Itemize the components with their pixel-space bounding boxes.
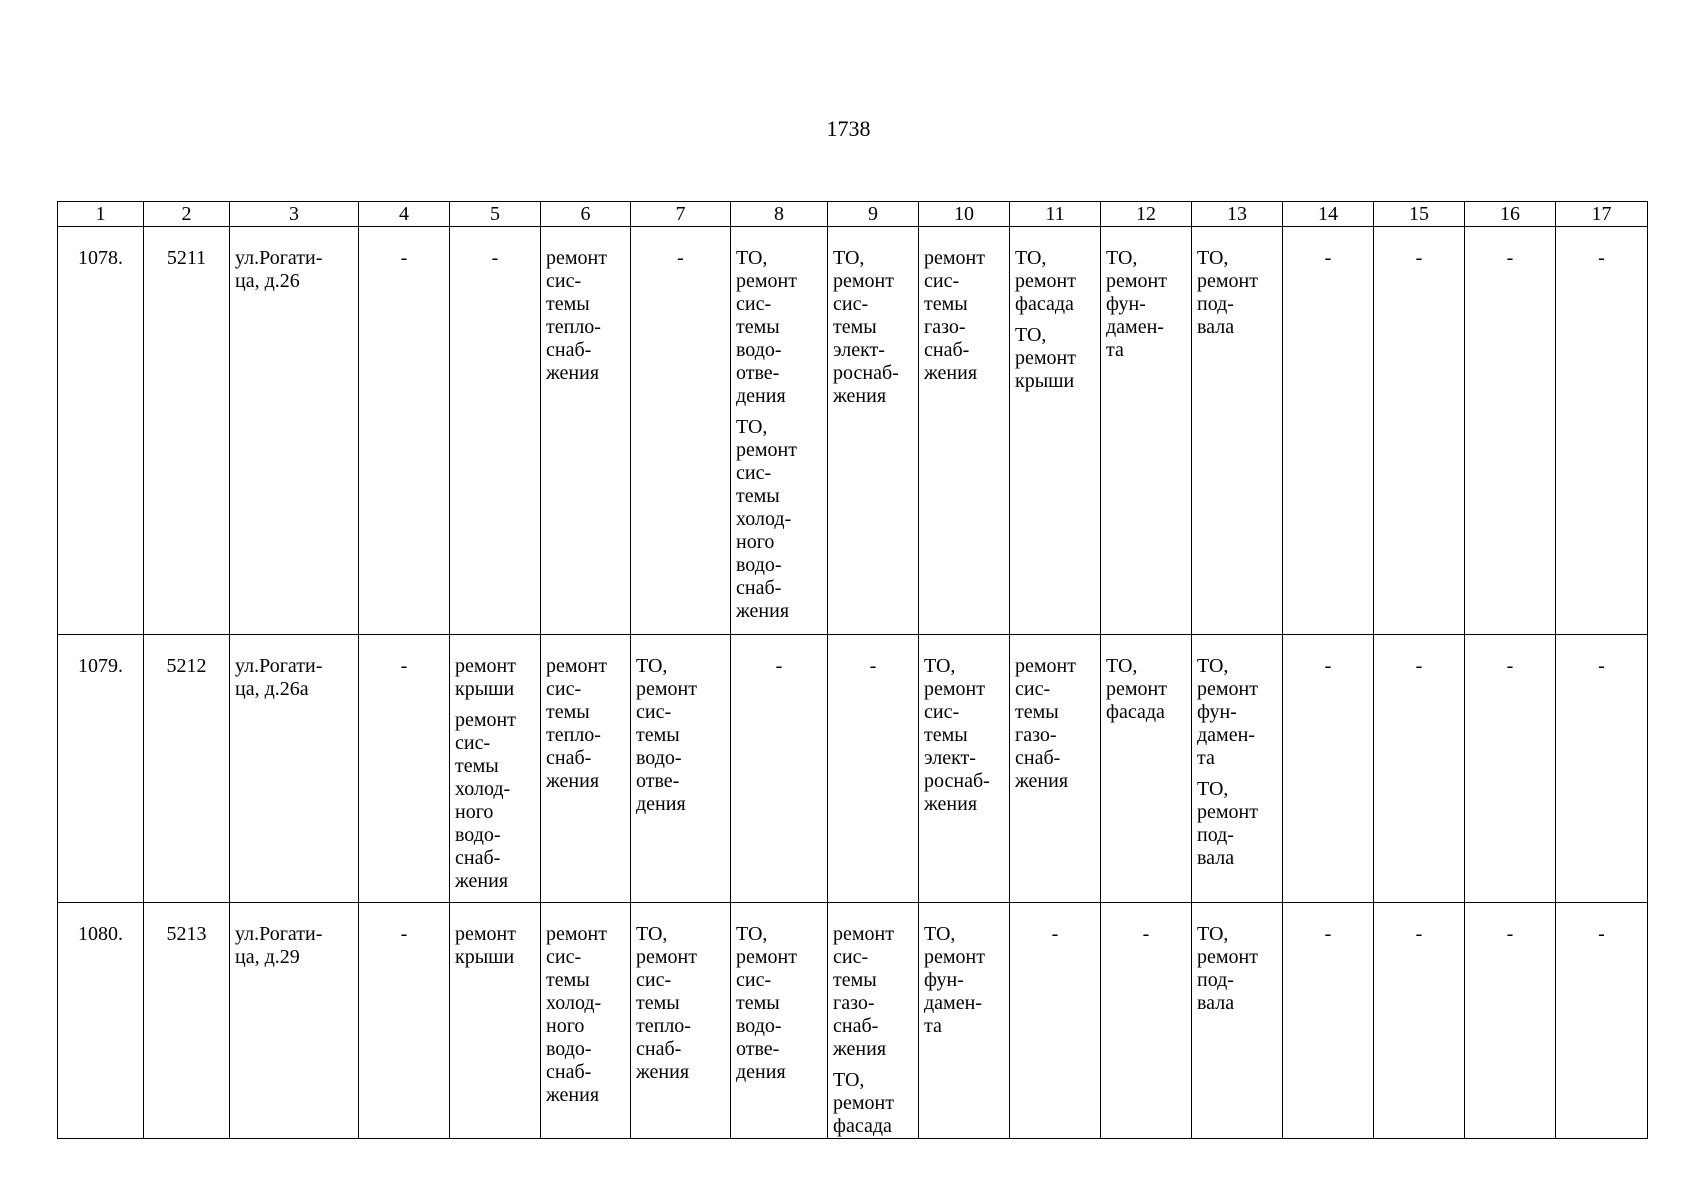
work-entry-line: ремонт: [1197, 946, 1258, 968]
work-entry: [636, 923, 725, 1084]
work-entry-line: газо-: [833, 992, 875, 1014]
work-entry-line: сис-: [546, 678, 582, 700]
work-entry-line: крыши: [455, 946, 515, 968]
work-entry-line: фасада: [1106, 701, 1165, 723]
work-entry-line: снаб-: [636, 1038, 682, 1060]
work-entry: [1197, 655, 1277, 770]
work-entry: [1197, 778, 1277, 870]
work-entry: [455, 709, 535, 893]
column-header-2: 2: [144, 202, 230, 227]
column-header-8: 8: [731, 202, 828, 227]
work-entry-line: ремонт: [1015, 655, 1076, 677]
work-entry-line: водо-: [736, 1015, 782, 1037]
work-entry-line: та: [924, 1015, 942, 1037]
work-entry-line: ремонт: [546, 655, 607, 677]
table-row: [58, 227, 1648, 635]
work-entry-line: ТО,: [924, 923, 956, 945]
work-cell-c13: [1192, 903, 1283, 1139]
column-header-6: 6: [541, 202, 631, 227]
work-entry: [1197, 923, 1277, 1015]
column-header-16: 16: [1465, 202, 1556, 227]
work-entry-line: отве-: [736, 362, 780, 384]
work-entry: [833, 1069, 913, 1138]
empty-cell-c16: -: [1465, 635, 1556, 903]
work-entry-line: жения: [546, 1084, 600, 1106]
work-cell-c11: [1010, 227, 1101, 635]
work-entry-line: ремонт: [736, 270, 797, 292]
work-entry-line: ремонт: [1106, 678, 1167, 700]
empty-cell-c4: -: [359, 227, 450, 635]
column-header-4: 4: [359, 202, 450, 227]
work-entry: [833, 923, 913, 1061]
empty-cell-c8: -: [731, 635, 828, 903]
work-entry: [546, 247, 625, 385]
work-entry-line: крыши: [1015, 370, 1075, 392]
work-cell-c8: [731, 227, 828, 635]
work-entry-line: крыши: [455, 678, 515, 700]
work-entry-line: снаб-: [833, 1015, 879, 1037]
empty-cell-c15: -: [1374, 635, 1465, 903]
work-entry-line: под-: [1197, 293, 1234, 315]
work-entry: [1015, 655, 1095, 793]
work-entry: [1015, 247, 1095, 316]
work-entry-line: ТО,: [1106, 655, 1138, 677]
work-entry-line: газо-: [1015, 724, 1057, 746]
work-cell-c10: [919, 635, 1010, 903]
work-entry-line: ремонт: [833, 923, 894, 945]
work-entry-line: темы: [636, 992, 680, 1014]
work-entry-line: водо-: [636, 747, 682, 769]
work-entry: [924, 923, 1004, 1038]
header-row: [58, 202, 1648, 227]
work-entry-line: ТО,: [1197, 923, 1229, 945]
work-entry-line: темы: [736, 992, 780, 1014]
work-entry-line: дения: [736, 385, 786, 407]
column-header-5: 5: [450, 202, 541, 227]
work-cell-c5: [450, 903, 541, 1139]
work-entry-line: дения: [636, 793, 686, 815]
work-entry-line: ремонт: [636, 678, 697, 700]
work-entry: [924, 247, 1004, 385]
work-entry-line: ремонт: [1015, 270, 1076, 292]
empty-cell-c12: -: [1101, 903, 1192, 1139]
work-cell-c12: [1101, 227, 1192, 635]
work-entry-line: фун-: [924, 969, 964, 991]
work-entry-line: ремонт: [455, 923, 516, 945]
work-entry-line: темы: [636, 724, 680, 746]
work-entry-line: ремонт: [1015, 347, 1076, 369]
work-entry-line: жения: [546, 362, 600, 384]
work-entry-line: вала: [1197, 992, 1235, 1014]
column-header-10: 10: [919, 202, 1010, 227]
work-entry-line: жения: [546, 770, 600, 792]
work-entry-line: ремонт: [455, 709, 516, 731]
work-entry: [636, 655, 725, 816]
work-cell-c10: [919, 903, 1010, 1139]
work-entry-line: ТО,: [1197, 778, 1229, 800]
work-entry-line: водо-: [546, 1038, 592, 1060]
work-entry-line: вала: [1197, 316, 1235, 338]
address-line: ул.Рогати-: [235, 923, 323, 945]
work-entry-line: сис-: [455, 732, 491, 754]
work-entry-line: ремонт: [924, 678, 985, 700]
empty-cell-c4: -: [359, 903, 450, 1139]
work-cell-c5: [450, 635, 541, 903]
work-entry-line: элект-: [924, 747, 976, 769]
empty-cell-c9: -: [828, 635, 919, 903]
work-entry-line: роснаб-: [833, 362, 899, 384]
work-entry-line: ремонт: [736, 946, 797, 968]
work-entry-line: сис-: [924, 270, 960, 292]
work-entry-line: элект-: [833, 339, 885, 361]
work-entry-line: ТО,: [1197, 655, 1229, 677]
work-entry-line: жения: [1015, 770, 1069, 792]
address-cell: [230, 227, 359, 635]
work-entry-line: дения: [736, 1061, 786, 1083]
work-entry-line: та: [1106, 339, 1124, 361]
work-entry: [736, 416, 822, 623]
object-code-cell: 5213: [144, 903, 230, 1139]
work-entry: [736, 247, 822, 408]
address-line: ул.Рогати-: [235, 247, 323, 269]
work-entry-line: снаб-: [455, 847, 501, 869]
work-entry-line: сис-: [736, 462, 772, 484]
work-entry-line: ремонт: [1197, 801, 1258, 823]
empty-cell-c14: -: [1283, 227, 1374, 635]
work-entry: [1015, 324, 1095, 393]
work-entry-line: ремонт: [1197, 270, 1258, 292]
work-cell-c8: [731, 903, 828, 1139]
work-entry-line: сис-: [1015, 678, 1051, 700]
address-cell: [230, 903, 359, 1139]
work-entry-line: жения: [736, 600, 790, 622]
empty-cell-c17: -: [1556, 227, 1648, 635]
work-entry-line: ТО,: [1106, 247, 1138, 269]
work-entry-line: водо-: [455, 824, 501, 846]
work-entry-line: снаб-: [546, 1061, 592, 1083]
work-entry-line: ТО,: [636, 655, 668, 677]
work-entry-line: ремонт: [833, 1092, 894, 1114]
column-header-12: 12: [1101, 202, 1192, 227]
empty-cell-c16: -: [1465, 903, 1556, 1139]
work-entry-line: сис-: [636, 701, 672, 723]
object-code-cell: 5211: [144, 227, 230, 635]
work-entry-line: ного: [455, 801, 494, 823]
work-entry-line: ТО,: [736, 416, 768, 438]
row-number-cell: 1079.: [58, 635, 144, 903]
empty-cell-c15: -: [1374, 903, 1465, 1139]
work-entry-line: дамен-: [1106, 316, 1164, 338]
work-cell-c7: [631, 903, 731, 1139]
work-entry-line: темы: [455, 755, 499, 777]
work-entry-line: темы: [924, 293, 968, 315]
work-entry-line: ремонт: [1197, 678, 1258, 700]
work-entry-line: ТО,: [833, 1069, 865, 1091]
work-cell-c6: [541, 227, 631, 635]
address-line: ца, д.26а: [235, 678, 309, 700]
work-entry-line: ремонт: [455, 655, 516, 677]
column-header-1: 1: [58, 202, 144, 227]
work-entry-line: тепло-: [546, 724, 601, 746]
work-entry-line: сис-: [833, 946, 869, 968]
work-entry-line: вала: [1197, 847, 1235, 869]
work-entry-line: газо-: [924, 316, 966, 338]
work-entry-line: водо-: [736, 554, 782, 576]
column-header-15: 15: [1374, 202, 1465, 227]
work-entry-line: снаб-: [1015, 747, 1061, 769]
work-entry-line: ТО,: [736, 923, 768, 945]
empty-cell-c5: -: [450, 227, 541, 635]
work-entry-line: ного: [736, 531, 775, 553]
work-entry-line: дамен-: [1197, 724, 1255, 746]
work-entry-line: ремонт: [1106, 270, 1167, 292]
work-entry-line: ТО,: [736, 247, 768, 269]
work-entry-line: темы: [833, 316, 877, 338]
work-entry: [924, 655, 1004, 816]
work-entry: [455, 923, 535, 969]
work-entry-line: тепло-: [546, 316, 601, 338]
column-header-11: 11: [1010, 202, 1101, 227]
work-entry-line: ремонт: [736, 439, 797, 461]
empty-cell-c4: -: [359, 635, 450, 903]
work-entry: [1106, 247, 1186, 362]
work-entry-line: снаб-: [924, 339, 970, 361]
address-line: ца, д.29: [235, 946, 300, 968]
work-entry-line: темы: [736, 485, 780, 507]
work-entry: [546, 923, 625, 1107]
work-entry-line: темы: [546, 701, 590, 723]
work-entry-line: сис-: [924, 701, 960, 723]
empty-cell-c7: -: [631, 227, 731, 635]
work-entry-line: снаб-: [546, 747, 592, 769]
work-entry: [1106, 655, 1186, 724]
work-entry-line: темы: [546, 969, 590, 991]
work-entry-line: жения: [833, 1038, 887, 1060]
empty-cell-c14: -: [1283, 635, 1374, 903]
page-number: 1738: [826, 116, 871, 141]
work-entry-line: ного: [546, 1015, 585, 1037]
work-entry-line: жения: [924, 362, 978, 384]
work-cell-c13: [1192, 635, 1283, 903]
table-body: [58, 227, 1648, 1139]
row-number-cell: 1080.: [58, 903, 144, 1139]
work-entry-line: жения: [636, 1061, 690, 1083]
work-entry-line: сис-: [736, 969, 772, 991]
work-entry-line: роснаб-: [924, 770, 990, 792]
work-cell-c13: [1192, 227, 1283, 635]
empty-cell-c11: -: [1010, 903, 1101, 1139]
work-entry-line: снаб-: [736, 577, 782, 599]
work-entry-line: сис-: [546, 270, 582, 292]
empty-cell-c17: -: [1556, 903, 1648, 1139]
work-entry-line: снаб-: [546, 339, 592, 361]
address-line: ул.Рогати-: [235, 655, 323, 677]
table-row: [58, 635, 1648, 903]
work-entry-line: под-: [1197, 824, 1234, 846]
work-entry-line: фун-: [1106, 293, 1146, 315]
address-line: ца, д.26: [235, 270, 300, 292]
work-entry-line: ТО,: [1015, 247, 1047, 269]
work-entry-line: фун-: [1197, 701, 1237, 723]
column-header-9: 9: [828, 202, 919, 227]
work-entry-line: сис-: [736, 293, 772, 315]
work-entry-line: жения: [455, 870, 509, 892]
empty-cell-c17: -: [1556, 635, 1648, 903]
work-entry-line: темы: [833, 969, 877, 991]
table-row: [58, 903, 1648, 1139]
work-entry-line: ТО,: [1015, 324, 1047, 346]
work-cell-c12: [1101, 635, 1192, 903]
work-cell-c9: [828, 903, 919, 1139]
work-entry-line: ТО,: [833, 247, 865, 269]
address-cell: [230, 635, 359, 903]
column-header-17: 17: [1556, 202, 1648, 227]
work-entry-line: ремонт: [833, 270, 894, 292]
work-entry-line: фасада: [833, 1115, 892, 1137]
work-entry: [833, 247, 913, 408]
column-header-3: 3: [230, 202, 359, 227]
work-entry-line: жения: [924, 793, 978, 815]
work-entry-line: ремонт: [636, 946, 697, 968]
work-entry-line: ремонт: [546, 923, 607, 945]
work-entry-line: ремонт: [924, 946, 985, 968]
column-header-7: 7: [631, 202, 731, 227]
column-header-13: 13: [1192, 202, 1283, 227]
object-code-cell: 5212: [144, 635, 230, 903]
work-entry-line: ремонт: [924, 247, 985, 269]
work-entry-line: сис-: [546, 946, 582, 968]
work-entry-line: та: [1197, 747, 1215, 769]
work-cell-c6: [541, 635, 631, 903]
work-entry-line: тепло-: [636, 1015, 691, 1037]
empty-cell-c14: -: [1283, 903, 1374, 1139]
work-cell-c7: [631, 635, 731, 903]
work-entry-line: дамен-: [924, 992, 982, 1014]
work-entry-line: темы: [736, 316, 780, 338]
work-cell-c11: [1010, 635, 1101, 903]
work-entry-line: ТО,: [1197, 247, 1229, 269]
work-entry-line: сис-: [833, 293, 869, 315]
work-entry: [546, 655, 625, 793]
work-entry: [455, 655, 535, 701]
work-entry-line: водо-: [736, 339, 782, 361]
work-cell-c10: [919, 227, 1010, 635]
work-entry: [736, 923, 822, 1084]
work-entry-line: под-: [1197, 969, 1234, 991]
work-entry-line: темы: [546, 293, 590, 315]
empty-cell-c15: -: [1374, 227, 1465, 635]
work-entry-line: жения: [833, 385, 887, 407]
work-cell-c9: [828, 227, 919, 635]
work-entry-line: темы: [924, 724, 968, 746]
work-entry-line: сис-: [636, 969, 672, 991]
work-entry-line: отве-: [636, 770, 680, 792]
column-header-14: 14: [1283, 202, 1374, 227]
work-entry-line: ремонт: [546, 247, 607, 269]
work-entry-line: холод-: [546, 992, 602, 1014]
work-entry-line: ТО,: [924, 655, 956, 677]
work-entry-line: темы: [1015, 701, 1059, 723]
empty-cell-c16: -: [1465, 227, 1556, 635]
work-entry: [1197, 247, 1277, 339]
repair-schedule-table: [57, 201, 1648, 1139]
work-entry-line: холод-: [736, 508, 792, 530]
work-entry-line: холод-: [455, 778, 511, 800]
work-entry-line: отве-: [736, 1038, 780, 1060]
row-number-cell: 1078.: [58, 227, 144, 635]
work-entry-line: фасада: [1015, 293, 1074, 315]
work-cell-c6: [541, 903, 631, 1139]
work-entry-line: ТО,: [636, 923, 668, 945]
